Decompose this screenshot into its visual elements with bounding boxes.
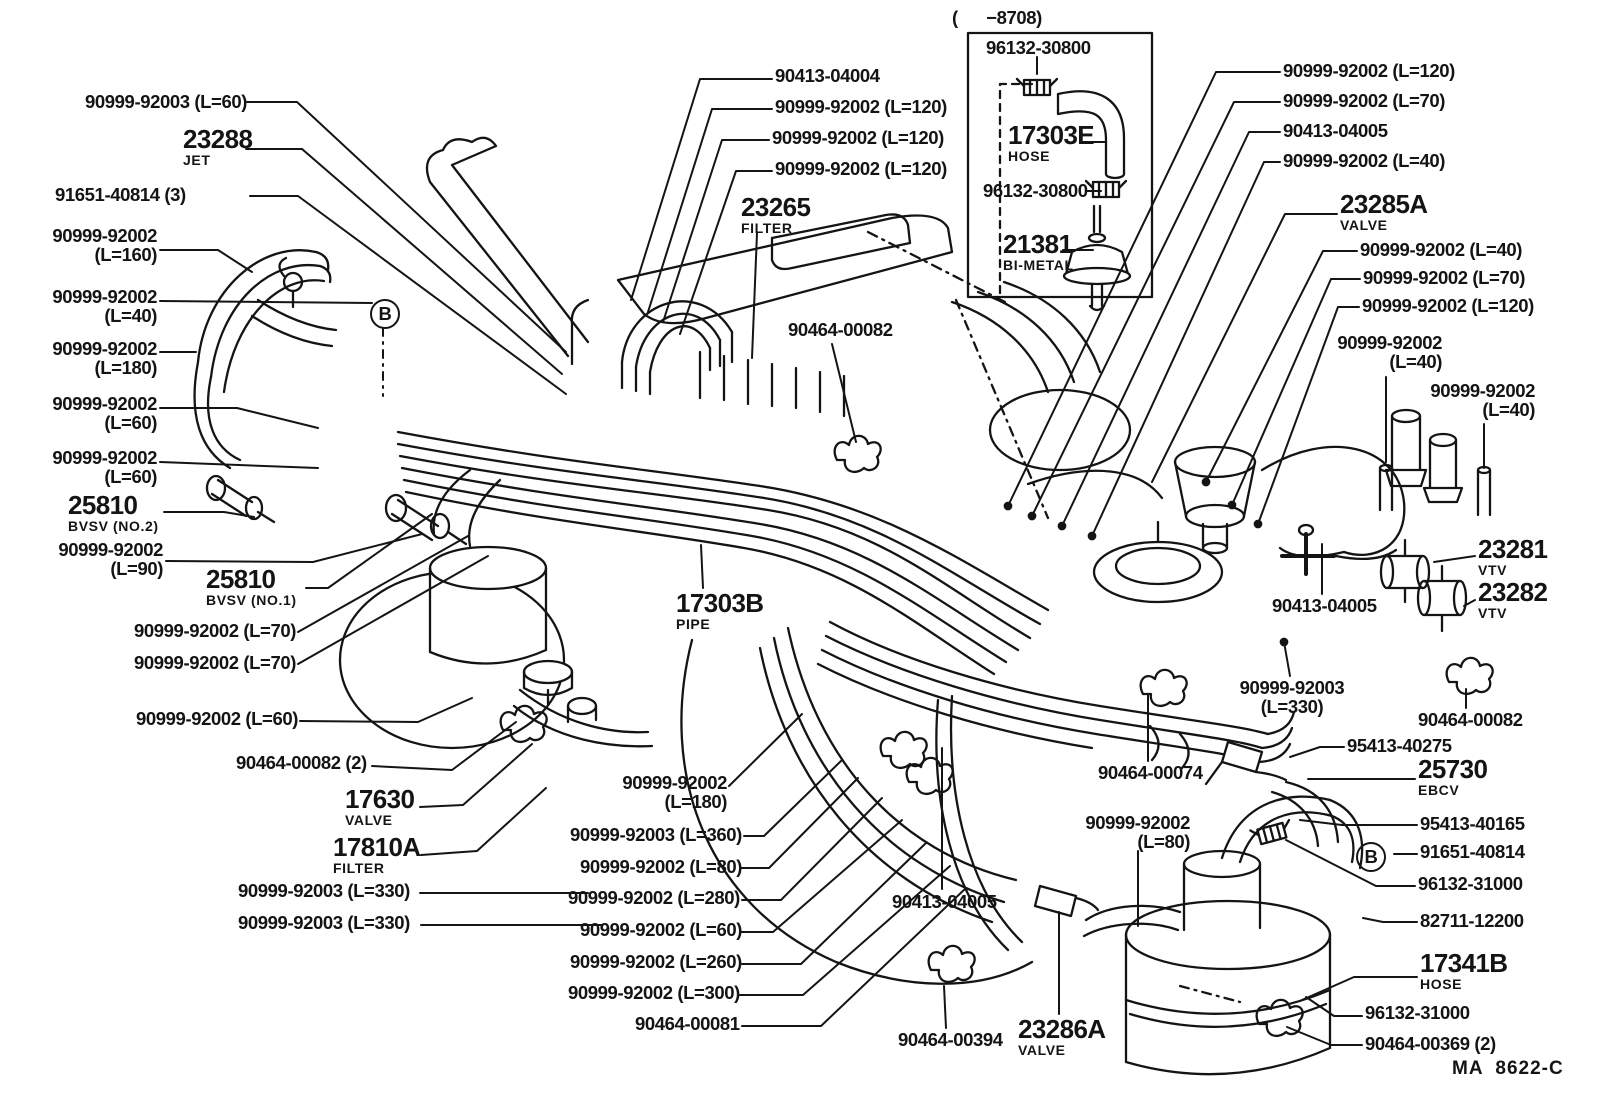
part-label-text: FILTER	[741, 220, 793, 237]
part-label-text: EBCV	[1418, 782, 1460, 799]
label-90999-92002-L90	[58, 540, 163, 578]
label-90999-92003-L360	[570, 825, 742, 844]
part-label-text: 96132-31000	[1365, 1002, 1470, 1023]
part-label-text: 23282	[1478, 577, 1548, 607]
part-label-text: B	[378, 302, 392, 324]
part-label-text: 25810	[68, 490, 138, 520]
part-label-text: (L=40)	[1389, 351, 1442, 373]
part-label-text: VTV	[1478, 605, 1508, 622]
part-label-text: 23286A	[1018, 1014, 1106, 1044]
part-label-text: 90999-92002 (L=260)	[570, 951, 742, 972]
label-90999-92002-L40-r2	[1360, 240, 1522, 259]
label-90464-00082-2	[236, 753, 367, 772]
label-91651-40814	[1420, 842, 1525, 861]
label-90999-92002-L180	[52, 339, 157, 377]
label-90999-92002-L120-r2	[1362, 296, 1534, 315]
part-label-text: ( −8708)	[952, 7, 1042, 28]
part-label-text: (L=60)	[104, 412, 157, 434]
part-label-text: 90413-04005	[1272, 595, 1377, 616]
part-label-text: 90413-04005	[892, 891, 997, 912]
marker-b-right	[1356, 842, 1386, 872]
part-label-text: 90413-04004	[775, 65, 880, 86]
part-label-text: HOSE	[1420, 976, 1463, 993]
part-label-text: 90999-92002 (L=120)	[1283, 60, 1455, 81]
part-label-text: 90999-92003 (L=330)	[238, 880, 410, 901]
part-label-text: 90999-92002	[52, 447, 157, 468]
label-90999-92002-L70-r2	[1363, 268, 1525, 287]
label-90464-00394	[898, 1030, 1003, 1049]
part-label-text: 90464-00082 (2)	[236, 752, 367, 773]
label-96132-30800-b	[983, 181, 1088, 200]
part-label-text: 17630	[345, 784, 415, 814]
part-label-text: 90999-92002	[52, 225, 157, 246]
part-label-text: BVSV (NO.2)	[68, 518, 159, 535]
label-90999-92003-L330-r	[1240, 678, 1345, 716]
part-label-text: 90999-92003 (L=360)	[570, 824, 742, 845]
part-label-text: JET	[183, 152, 211, 169]
label-90999-92002-L120-t1	[775, 97, 947, 116]
part-label-text: 90999-92002 (L=70)	[1283, 90, 1445, 111]
label-90999-92002-L40-left	[52, 287, 157, 325]
part-label-text: 90999-92002 (L=120)	[775, 96, 947, 117]
part-label-text: 90999-92002 (L=120)	[775, 158, 947, 179]
label-95413-40165	[1420, 814, 1525, 833]
label-90999-92002-L40-s2	[1430, 381, 1535, 419]
part-label-text: 96132-31000	[1418, 873, 1523, 894]
part-label-text: 90464-00082	[1418, 709, 1523, 730]
label-23288-jet	[183, 126, 252, 168]
label-90999-92002-L60-a	[52, 394, 157, 432]
part-label-text: 91651-40814 (3)	[55, 184, 186, 205]
marker-b-left	[370, 299, 400, 329]
part-label-text: 25810	[206, 564, 276, 594]
part-label-text: 96132-30800	[983, 180, 1088, 201]
part-label-text: PIPE	[676, 616, 711, 633]
label-91651-40814-3	[55, 185, 186, 204]
label-90999-92003-L330-a	[238, 881, 410, 900]
label-90999-92002-L120-t3	[775, 159, 947, 178]
part-label-text: 90999-92002 (L=40)	[1283, 150, 1445, 171]
part-label-text: (L=330)	[1260, 696, 1324, 718]
label-17303b-pipe	[676, 590, 763, 632]
label-90999-92002-L60-c	[136, 709, 298, 728]
part-label-text: (L=180)	[94, 357, 157, 379]
part-label-text: 17810A	[333, 832, 421, 862]
label-17810a-filter	[333, 834, 420, 876]
part-label-text: 90464-00369 (2)	[1365, 1033, 1496, 1054]
label-90464-00074	[1098, 763, 1203, 782]
part-label-text: 90999-92002 (L=70)	[1363, 267, 1525, 288]
part-label-text: 90999-92002 (L=70)	[134, 620, 296, 641]
label-90999-92002-L160	[52, 226, 157, 264]
part-label-text: BVSV (NO.1)	[206, 592, 297, 609]
label-90999-92002-L60-b	[52, 448, 157, 486]
inset-header	[952, 8, 1042, 27]
part-label-text: 25730	[1418, 754, 1488, 784]
label-23282-vtv	[1478, 579, 1547, 621]
part-label-text: 90413-04005	[1283, 120, 1388, 141]
part-label-text: (L=180)	[664, 791, 727, 813]
part-label-text: 17341B	[1420, 948, 1508, 978]
label-90999-92002-L260	[570, 952, 742, 971]
part-label-text: 90999-92002	[58, 539, 163, 560]
part-label-text: (L=60)	[104, 466, 157, 488]
label-90413-04005-mid	[1272, 596, 1377, 615]
part-label-text: 95413-40165	[1420, 813, 1525, 834]
part-label-text: 90999-92003	[1239, 677, 1345, 698]
part-label-text: 90999-92002	[1085, 812, 1190, 833]
label-90999-92003-L330-b	[238, 913, 410, 932]
part-label-text: 21381	[1003, 229, 1073, 259]
part-label-text: 90464-00082	[788, 319, 893, 340]
label-23286a-valve	[1018, 1016, 1105, 1058]
label-90999-92002-L40-s1	[1337, 333, 1442, 371]
label-95413-40275	[1347, 736, 1452, 755]
part-label-text: 90999-92002 (L=300)	[568, 982, 740, 1003]
label-90999-92002-L280	[568, 888, 740, 907]
part-label-text: VALVE	[345, 812, 393, 829]
part-label-text: 90999-92002	[1337, 332, 1442, 353]
part-label-text: 90999-92002 (L=60)	[580, 919, 742, 940]
label-90999-92002-L120-r	[1283, 61, 1455, 80]
part-label-text: 17303B	[676, 588, 764, 618]
label-25810-bvsv2	[68, 492, 159, 534]
label-23281-vtv	[1478, 536, 1547, 578]
label-21381-bimetal	[1003, 231, 1074, 273]
label-90999-92002-L80-m	[1085, 813, 1190, 851]
part-label-text: 90999-92002 (L=60)	[136, 708, 298, 729]
part-label-text: HOSE	[1008, 148, 1051, 165]
part-label-text: VTV	[1478, 562, 1508, 579]
part-label-text: FILTER	[333, 860, 385, 877]
label-90999-92002-L70-b	[134, 653, 296, 672]
part-label-text: (L=40)	[1482, 399, 1535, 421]
label-90413-04005-r	[1283, 121, 1388, 140]
part-label-text: 17303E	[1008, 120, 1095, 150]
part-label-text: BI-METAL	[1003, 257, 1074, 274]
part-label-text: B	[1364, 845, 1378, 867]
label-23265-filter	[741, 194, 810, 236]
part-label-text: 82711-12200	[1420, 910, 1524, 931]
label-90413-04005-b	[892, 892, 997, 911]
part-label-text: 23265	[741, 192, 811, 222]
part-label-text: 90999-92002	[1430, 380, 1535, 401]
part-label-text: 90999-92003 (L=60)	[85, 91, 247, 112]
part-label-text: 90999-92003 (L=330)	[238, 912, 410, 933]
part-label-text: 95413-40275	[1347, 735, 1452, 756]
part-label-text: 23285A	[1340, 189, 1428, 219]
part-label-text: 90999-92002 (L=70)	[134, 652, 296, 673]
part-label-text: 90999-92002 (L=280)	[568, 887, 740, 908]
label-25730-ebcv	[1418, 756, 1487, 798]
label-90999-92002-L70-r	[1283, 91, 1445, 110]
label-90999-92002-L60-d	[580, 920, 742, 939]
label-96132-31000-b	[1365, 1003, 1470, 1022]
part-label-text: 96132-30800	[986, 37, 1091, 58]
drawing-code: MA 8622-C	[1452, 1058, 1564, 1079]
label-90464-00081	[635, 1014, 740, 1033]
part-label-text: 90999-92002 (L=80)	[580, 856, 742, 877]
part-label-text: (L=40)	[104, 305, 157, 327]
part-label-text: 90464-00394	[898, 1029, 1003, 1050]
part-label-text: 90999-92002	[52, 393, 157, 414]
label-17630-valve	[345, 786, 414, 828]
label-96132-31000-a	[1418, 874, 1523, 893]
part-label-text: (L=90)	[110, 558, 163, 580]
label-90999-92002-L70-a	[134, 621, 296, 640]
label-90999-92002-L180-b	[622, 773, 727, 811]
part-label-text: 90999-92002	[52, 338, 157, 359]
label-82711-12200	[1420, 911, 1524, 930]
label-90464-00369-2	[1365, 1034, 1496, 1053]
label-96132-30800-a	[986, 38, 1091, 57]
part-label-text: 23281	[1478, 534, 1548, 564]
label-90413-04004	[775, 66, 880, 85]
label-17303e-hose	[1008, 122, 1094, 164]
label-90999-92002-L80-b	[580, 857, 742, 876]
part-label-text: 23288	[183, 124, 253, 154]
part-label-text: VALVE	[1018, 1042, 1066, 1059]
part-label-text: (L=80)	[1137, 831, 1190, 853]
part-label-text: 90464-00074	[1098, 762, 1203, 783]
label-90464-00082-c	[788, 320, 893, 339]
part-label-text: 90999-92002	[52, 286, 157, 307]
label-90999-92003-L60	[85, 92, 247, 111]
label-90999-92002-L120-t2	[772, 128, 944, 147]
label-25810-bvsv1	[206, 566, 297, 608]
part-label-text: 90999-92002	[622, 772, 727, 793]
part-label-text: 90999-92002 (L=120)	[772, 127, 944, 148]
part-label-text: 91651-40814	[1420, 841, 1525, 862]
part-label-text: 90999-92002 (L=40)	[1360, 239, 1522, 260]
label-90464-00082-r	[1418, 710, 1523, 729]
label-23285a-valve	[1340, 191, 1427, 233]
part-label-text: 90464-00081	[635, 1013, 740, 1034]
label-90999-92002-L300	[568, 983, 740, 1002]
part-label-text: VALVE	[1340, 217, 1388, 234]
label-90999-92002-L40-r	[1283, 151, 1445, 170]
part-label-text: (L=160)	[94, 244, 157, 266]
label-17341b-hose	[1420, 950, 1507, 992]
part-label-text: 90999-92002 (L=120)	[1362, 295, 1534, 316]
